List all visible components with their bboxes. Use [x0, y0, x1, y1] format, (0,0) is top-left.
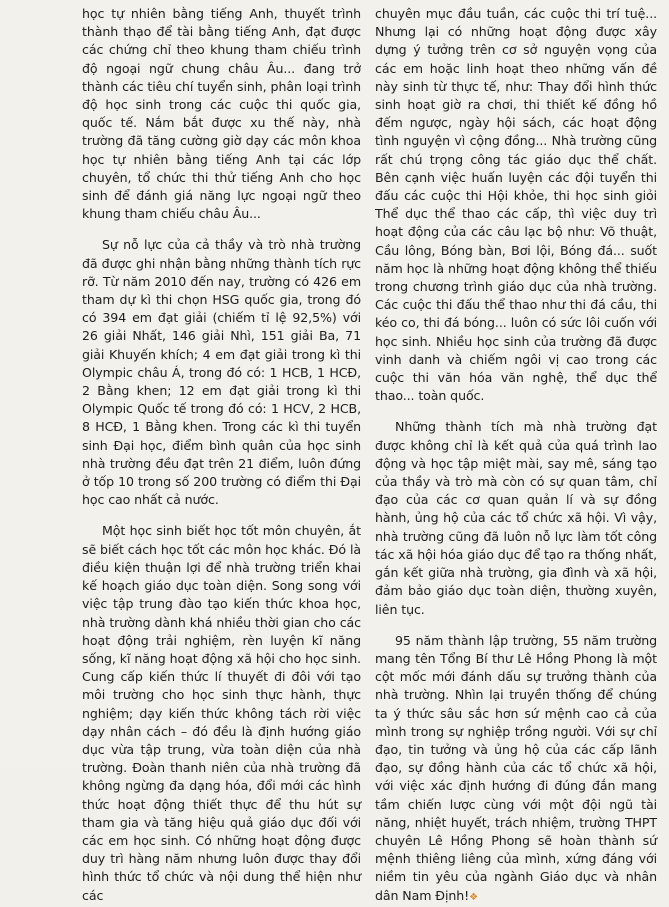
anniversary-text: 95 năm thành lập trường, 55 năm trường mang tên Tổng Bí thư Lê Hồng Phong là một cột mốc mới đánh dấu sự trưởng thành của nhà trường. Nhìn lại truyền thống để chúng ta ý thức sâu sắc hơn sứ mệnh cao cả của mình trong sự nghiệp trồng người. Với sự chỉ đạo, tin tưởng và ủng hộ của các cấp lãnh đạo, sự đồng hành của các tổ chức xã hội, với việc xác định hướng đi đúng đắn mang tầm chiến lược cùng với một đội ngũ tài năng, nhiệt huyết, trách nhiệm, trường THPT chuyên Lê Hồng Phong sẽ hoàn thành sứ mệnh thiêng liêng của mình, xứng đáng với niềm tin yêu của ngành Giáo dục và nhân dân Nam Định! — [375, 632, 657, 903]
paragraph-achievements: Sự nỗ lực của cả thầy và trò nhà trường đã được ghi nhận bằng những thành tích rực rỡ. Từ năm 2010 đến nay, trường có 426 em tham dự kì thi chọn HSG quốc gia, trong đó có 394 em đạt giải (chiếm tỉ lệ 92,5%) với 26 giải Nhất, 146 giải Nhì, 151 giải Ba, 71 giải Khuyến khích; 4 em đạt giải trong kì thi Olympic châu Á, trong đó có: 1 HCB, 1 HCĐ, 2 Bằng khen; 12 em đạt giải trong kì thi Olympic Quốc tế trong đó có: 1 HCV, 2 HCB, 8 HCĐ, 1 Bằng khen. Trong các kì thi tuyển sinh Đại học, điểm bình quân của học sinh nhà trường đều đạt trên 21 điểm, luôn đứng ở tốp 10 trong số 200 trường có điểm thi Đại học cao nhất cả nước. — [82, 237, 361, 508]
paragraph-activities: chuyên mục đầu tuần, các cuộc thi trí tuệ... Nhưng lại có những hoạt động được xây dựng ý tưởng trên cơ sở nguyện vọng của các em hoặc linh hoạt theo những vấn đề này sinh từ thực tế, như: Thay đổi hình thức sinh hoạt giờ ra chơi, thi thiết kế đồng hồ đếm ngược, ngày hội sách, các hoạt động tình nguyện vì cộng đồng... Nhà trường cũng rất chú trọng công tác giáo dục thể chất. Bên cạnh việc huấn luyện các đội tuyển thi đấu các cuộc thi Hội khỏe, thi học sinh giỏi Thể dục thể thao các cấp, thì việc duy trì hoạt động của các câu lạc bộ như: Võ thuật, Cầu lông, Bóng bàn, Bơi lội, Bóng đá... suốt năm học là những hoạt động không thể thiếu trong chương trình giáo dục của nhà trường. Các cuộc thi đấu thể thao như thi đá cầu, thi kéo co, thi đá bóng... luôn có sức lôi cuốn với học sinh. Nhiều học sinh của trường đã được vinh danh và chiếm ngôi vị cao trong các cuộc thi văn hóa văn nghệ, thể dục thể thao... toàn quốc. — [375, 6, 657, 404]
paragraph-english-skills: học tự nhiên bằng tiếng Anh, thuyết trình thành thạo để tài bằng tiếng Anh, đạt được các chứng chỉ theo khung tham chiếu trình độ ngoại ngữ chung châu Âu... đang trở thành các tiêu chí tuyển sinh, phân loại trình độ học sinh trong các cuộc thi quốc gia, quốc tế. Nắm bắt được xu thế này, nhà trường đã tăng cường giờ dạy các môn khoa học tự nhiên bằng tiếng Anh tại các lớp chuyên, tổ chức thi thử tiếng Anh cho học sinh để đánh giá năng lực ngoại ngữ theo khung tham chiếu châu Âu... — [82, 6, 361, 222]
right-column — [375, 5, 657, 907]
paragraph-anniversary — [375, 632, 657, 907]
paragraph-comprehensive-education: Một học sinh biết học tốt môn chuyên, ắt sẽ biết cách học tốt các môn học khác. Đó là điều kiện thuận lợi để nhà trường triển khai kế hoạch giáo dục toàn diện. Song song với việc tập trung đào tạo kiến thức khoa học, nhà trường dành khá nhiều thời gian cho các hoạt động trải nghiệm, rèn luyện kĩ năng sống, kĩ năng hoạt động xã hội cho học sinh. Cung cấp kiến thức lí thuyết đi đôi với tạo môi trường cho học sinh thực hành, thực nghiệm; dạy kiến thức không tách rời việc dạy nhân cách – đó đều là định hướng giáo dục vừa tập trung, vừa toàn diện của nhà trường. Đoàn thanh niên của nhà trường đã không ngừng đa dạng hóa, đổi mới các hình thức hoạt động thiết thực để thu hút sự tham gia và tăng hiệu quả giáo dục đối với các em học sinh. Có những hoạt động được duy trì hàng năm nhưng luôn được thay đổi hình thức tổ chức và nội dung thể hiện như các — [82, 523, 361, 903]
end-mark-icon: ❖ — [469, 891, 478, 903]
paragraph-social-support: Những thành tích mà nhà trường đạt được không chỉ là kết quả của quá trình lao động và học tập miệt mài, say mê, sáng tạo của thầy và trò mà còn có sự quan tâm, chỉ đạo của các cơ quan quản lí và sự đồng hành, ủng hộ của các tổ chức xã hội. Vì vậy, nhà trường cũng đã luôn nỗ lực làm tốt công tác xã hội hóa giáo dục để tạo ra thống nhất, gắn kết giữa nhà trường, gia đình và xã hội, đảm bảo giáo dục toàn diện, thường xuyên, liên tục. — [375, 419, 657, 617]
left-column — [82, 5, 361, 905]
